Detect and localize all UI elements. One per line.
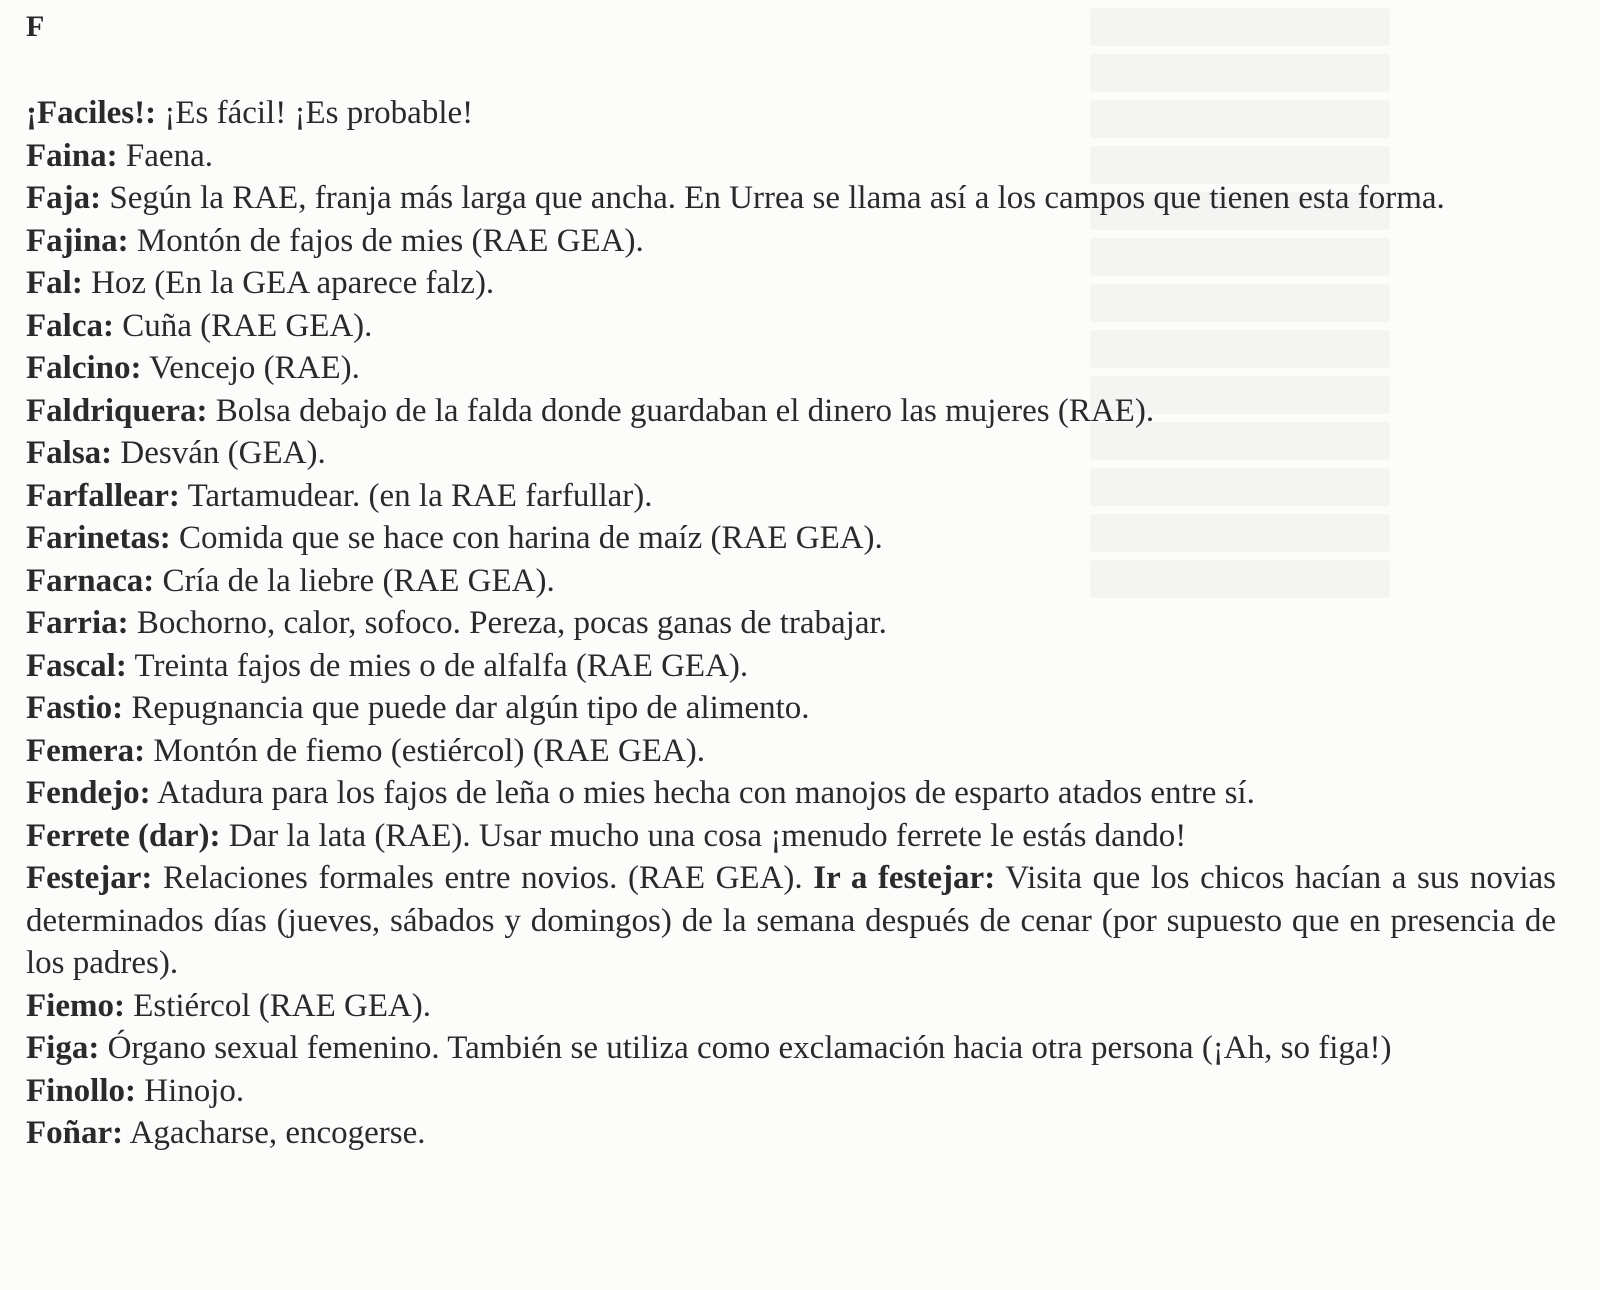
entry-definition: ¡Es fácil! ¡Es probable! (156, 95, 474, 131)
glossary-entry (26, 857, 1556, 985)
entry-definition: Vencejo (RAE). (141, 350, 360, 386)
entry-term: Falca: (26, 307, 114, 344)
entry-term: Farnaca: (26, 562, 155, 599)
entry-term: Fal: (26, 265, 83, 301)
entry-term: Fiemo: (26, 987, 125, 1024)
glossary-entry (26, 92, 1556, 135)
entry-definition: Estiércol (RAE GEA). (124, 987, 432, 1024)
entry-definition: Cuña (RAE GEA). (113, 307, 373, 344)
entry-term: ¡Faciles!: (26, 95, 157, 131)
entry-definition: Atadura para los fajos de leña o mies hecha con manojos de esparto atados entre sí. (150, 775, 1255, 811)
glossary-entry (26, 432, 1556, 475)
glossary-entry (26, 305, 1556, 348)
entry-sub-definition: Visita que los chicos hacían a sus novias determinados días (jueves, sábados y domingos) de la semana después de cenar (por supuesto que en presencia de los padres). (26, 860, 1556, 981)
entry-term: Faina: (26, 137, 118, 174)
entry-term: Figa: (26, 1030, 100, 1066)
glossary-entry (26, 177, 1556, 220)
glossary-entry (26, 730, 1556, 773)
entry-definition: Repugnancia que puede dar algún tipo de alimento. (123, 690, 810, 726)
glossary-entry (26, 985, 1556, 1028)
glossary-entry (26, 517, 1556, 560)
entry-term: Farfallear: (26, 477, 180, 514)
entry-term: Falcino: (26, 350, 142, 386)
glossary-entry (26, 390, 1556, 433)
entry-definition: Tartamudear. (en la RAE farfullar). (179, 477, 653, 514)
entry-term: Ferrete (dar): (26, 817, 221, 854)
entry-term: Fajina: (26, 222, 129, 259)
entry-term: Fascal: (26, 647, 127, 684)
entry-term: Fendejo: (26, 775, 151, 811)
glossary-entry (26, 772, 1556, 815)
entry-definition: Faena. (117, 137, 213, 174)
bleed-through-line (1090, 8, 1390, 46)
entry-definition: Montón de fajos de mies (RAE GEA). (128, 222, 644, 259)
entry-term: Farria: (26, 605, 129, 641)
entry-term: Falsa: (26, 435, 113, 471)
entry-term: Faldriquera: (26, 392, 208, 429)
glossary-entry (26, 687, 1556, 730)
entry-definition: Cría de la liebre (RAE GEA). (154, 562, 555, 599)
entry-definition: Hinojo. (136, 1072, 245, 1109)
glossary-entry-list (26, 92, 1556, 1155)
glossary-entry (26, 262, 1556, 305)
entry-sub-term: Ir a festejar: (813, 860, 996, 896)
entry-term: Fastio: (26, 690, 124, 726)
glossary-entry (26, 815, 1556, 858)
bleed-through-line (1090, 54, 1390, 92)
glossary-entry (26, 135, 1556, 178)
entry-definition: Órgano sexual femenino. También se utiliza como exclamación hacia otra persona (¡Ah, so figa!) (99, 1030, 1392, 1066)
entry-term: Festejar: (26, 860, 153, 896)
section-letter-heading: F (26, 10, 45, 43)
entry-definition: Treinta fajos de mies o de alfalfa (RAE GEA). (126, 647, 749, 684)
entry-term: Faja: (26, 180, 102, 216)
entry-definition: Montón de fiemo (estiércol) (RAE GEA). (145, 732, 706, 769)
glossary-entry (26, 1027, 1556, 1070)
entry-term: Foñar: (26, 1115, 124, 1151)
glossary-entry (26, 220, 1556, 263)
entry-term: Finollo: (26, 1072, 137, 1109)
glossary-entry (26, 1070, 1556, 1113)
entry-term: Farinetas: (26, 520, 171, 556)
entry-definition: Bochorno, calor, sofoco. Pereza, pocas ganas de trabajar. (128, 605, 887, 641)
glossary-entry (26, 475, 1556, 518)
entry-definition: Hoz (En la GEA aparece falz). (82, 265, 495, 301)
entry-definition: Dar la lata (RAE). Usar mucho una cosa ¡menudo ferrete le estás dando! (220, 817, 1187, 854)
entry-term: Femera: (26, 732, 146, 769)
glossary-entry (26, 602, 1556, 645)
entry-definition: Comida que se hace con harina de maíz (RAE GEA). (170, 520, 883, 556)
entry-definition: Desván (GEA). (112, 435, 326, 471)
glossary-entry (26, 560, 1556, 603)
entry-definition: Según la RAE, franja más larga que ancha. En Urrea se llama así a los campos que tienen esta forma. (101, 180, 1445, 216)
glossary-entry (26, 1112, 1556, 1155)
entry-definition: Bolsa debajo de la falda donde guardaban el dinero las mujeres (RAE). (207, 392, 1155, 429)
glossary-entry (26, 347, 1556, 390)
glossary-entry (26, 645, 1556, 688)
entry-definition: Agacharse, encogerse. (123, 1115, 426, 1151)
entry-definition: Relaciones formales entre novios. (RAE GEA). (152, 860, 814, 896)
